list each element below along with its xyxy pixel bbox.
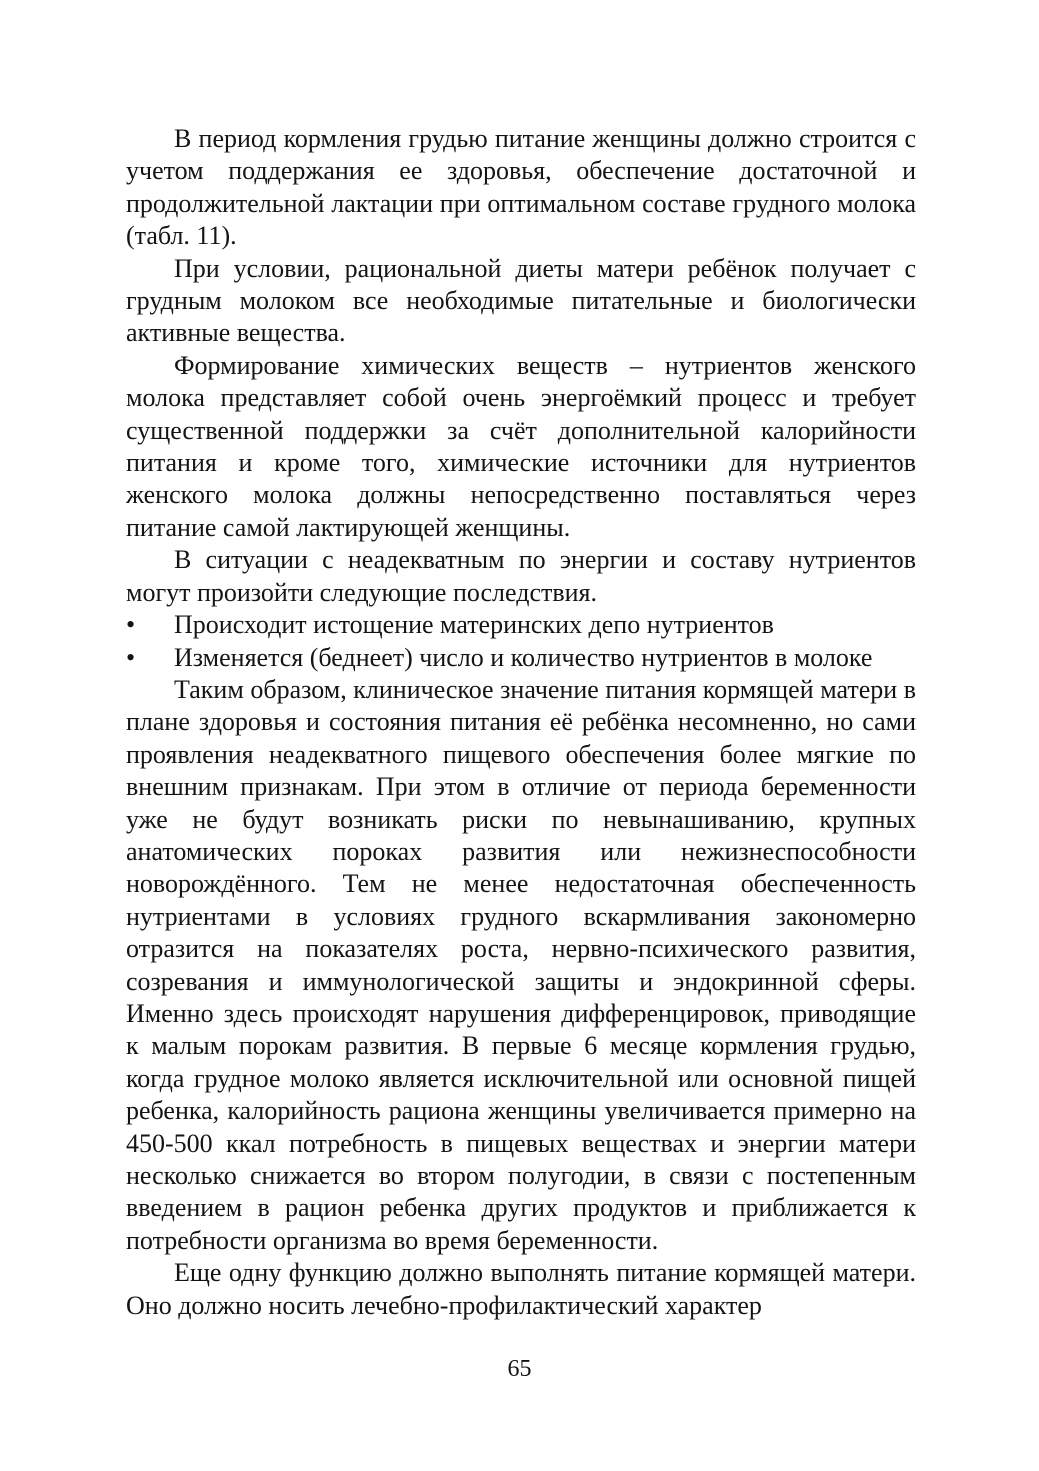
- list-item-text: Происходит истощение материнских депо нутриентов: [174, 610, 774, 640]
- bullet-list: [126, 609, 916, 674]
- bullet-icon: •: [126, 610, 136, 640]
- bullet-icon: •: [126, 642, 136, 672]
- paragraph: Формирование химических веществ – нутриентов женского молока представляет собой очень энергоёмкий процесс и требует существенной поддержки за счёт дополнительной калорийности питания и кроме того, химические источники для нутриентов женского молока должны непосредственно поставляться через питание самой лактирующей женщины.: [126, 350, 916, 542]
- paragraph: Таким образом, клиническое значение питания кормящей матери в плане здоровья и состояния питания её ребёнка несомненно, но сами проявления неадекватного пищевого обеспечения более мягкие по внешним признакам. При этом в отличие от периода беременности уже не будут возникать риски по невынашиванию, крупных анатомических пороках развития или нежизнеспособности новорождённого. Тем не менее недостаточная обеспеченность нутриентами в условиях грудного вскармливания закономерно отразится на показателях роста, нервно-психического развития, созревания и иммунологической защиты и эндокринной сферы. Именно здесь происходят нарушения дифференцировок, приводящие к малым порокам развития. В первые 6 месяце кормления грудью, когда грудное молоко является исключительной или основной пищей ребенка, калорийность рациона женщины увеличивается примерно на 450-500 ккал потребность в пищевых веществах и энергии матери несколько снижается во втором полугодии, в связи с постепенным введением в рацион ребенка других продуктов и приближается к потребности организма во время беременности.: [126, 674, 916, 1255]
- paragraph: В ситуации с неадекватным по энергии и составу нутриентов могут произойти следующие последствия.: [126, 545, 916, 607]
- list-item: [126, 642, 916, 674]
- list-item-text: Изменяется (беднеет) число и количество нутриентов в молоке: [174, 642, 873, 672]
- body-text: [126, 123, 916, 1322]
- paragraph: В период кормления грудью питание женщины должно строится с учетом поддержания ее здоровья, обеспечение достаточной и продолжительной лактации при оптимальном составе грудного молока (табл. 11).: [126, 124, 916, 251]
- paragraph: При условии, рациональной диеты матери ребёнок получает с грудным молоком все необходимые питательные и биологически активные вещества.: [126, 253, 916, 348]
- page-number: 65: [507, 1356, 532, 1382]
- list-item: [126, 609, 916, 641]
- paragraph: Еще одну функцию должно выполнять питание кормящей матери. Оно должно носить лечебно-профилактический характер: [126, 1258, 916, 1320]
